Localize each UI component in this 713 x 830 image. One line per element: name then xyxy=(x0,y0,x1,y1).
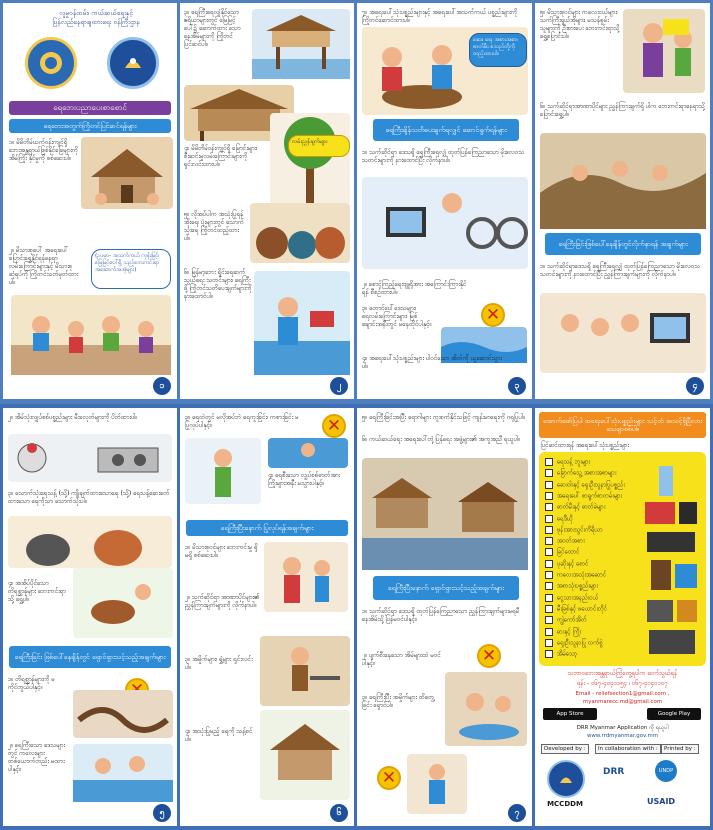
evacuation-crowd-illustration xyxy=(540,133,706,229)
checklist-item[interactable] xyxy=(545,560,643,569)
checklist-item[interactable] xyxy=(545,639,643,648)
prohibited-icon: ✕ xyxy=(322,414,346,438)
contact-line2: ဖုန်း - ၀၆၇-၄၀၄၀၁၅၄ ၊ ၀၆၇-၄၀၄၀၁၀၇ xyxy=(577,680,668,687)
checkbox[interactable] xyxy=(545,560,553,568)
google-play-badge[interactable]: Google Play xyxy=(647,708,701,720)
heading-avoid-during: ရေကြီးခြင်း ဖြစ်ပေါ်နေချိန်တွင် ရှောင်ရှားသင့်သည့်အချက်များ xyxy=(9,646,171,668)
page-number: ၂ xyxy=(330,377,348,395)
heading-checklist: အောက်ဖော်ပြပါ အရေးပေါ်သုံးပစ္စည်းများ သင့်ထံ အသင့်ရှိပြီလား သေချာစစ်ပါ။ xyxy=(539,412,706,438)
cleaning-debris-illustration xyxy=(260,636,350,706)
panel-5 xyxy=(3,408,177,826)
checkbox[interactable] xyxy=(545,571,553,579)
checklist-item[interactable] xyxy=(545,616,643,625)
item-3: ၃။ ရေကြီးရေလျှံနိုင်သော ဧရိယာများတွင် မြေမြင့်ပေါ်၌ ဆောက်ထား သောနေအိမ်များကို ကြိုတင်ပြင်ဆင်ပါ။ xyxy=(184,9,241,48)
radio-listening-illustration xyxy=(254,271,350,375)
item-7: ၇။ အရေးပေါ်သုံးပစ္စည်းများနှင့် အရေးပေါ်အသက်ကယ် ပစ္စည်းများကို ကြိုတင်ဆောင်ထားပါ။ xyxy=(362,9,518,24)
item-4: ၄။ ရေစီးသော လျှပ်စစ်ဓာတ်အား ကြိုးများအနီး မသွားပါနှင့်။ xyxy=(268,472,341,487)
checklist-item[interactable] xyxy=(545,605,643,614)
item-1: ၁။ သက်ဆိုင်ရာဒေသရှိ ရေကြီးရေလျှံ ထုတ်ပြန်ကြေညာသော မိုးလေဝသ သတင်းများကို နားထောင်ပြီး ညွှန်ကြားချက်များကို လိုက်နာပါ။ xyxy=(540,263,701,278)
collaboration-label: In collaboration with : xyxy=(595,744,661,754)
page-number: ၄ xyxy=(686,377,704,395)
checkbox[interactable] xyxy=(545,594,553,602)
panel-3 xyxy=(357,3,532,399)
item-4: ၄။ မိမိတိမ်ဝန်းကျင်ရှိ မြောင်းများ၊ စီးဆင်းမှုလမ်းကြောင်းများကို ရှင်းလင်းထားပါ။ xyxy=(184,145,258,168)
checkbox[interactable] xyxy=(545,503,553,511)
item-3: ၃။ တောင်ပေါ်ဒေသများ၊ ရေလမ်းကြောင်းများ၊ မြစ်ချောင်းအနီးတွင် မနေထိုင်ပါနှင့်။ xyxy=(362,305,432,328)
item-3: ၃။ ရေထဲတွင် မလိုအပ်ဘဲ ရေကူးခြင်း၊ ကစားခြင်း မပြုလုပ်ပါနှင့်။ xyxy=(185,414,299,429)
guidance-bubble: လမ်းညွှန်ချက်များ xyxy=(288,135,350,157)
checklist-item[interactable] xyxy=(545,650,643,659)
tv-radio-illustration xyxy=(362,177,528,269)
snake-animal-illustration xyxy=(73,690,173,738)
item-2: ၂။ စောင့်ကြည့်ရေးဗျူရိုအား အကြောင်းကြားနိုင်ရန် စီစဉ်ထားပါ။ xyxy=(362,281,467,296)
undp-logo: UNDP xyxy=(655,760,677,782)
page-number: ၆ xyxy=(330,804,348,822)
app-note: DRR Myanmar Application ကို ရယူပါ xyxy=(576,725,669,731)
ministry-title-line2: ပြန်လည်နေရာချထားရေး ဝန်ကြီးဌာန xyxy=(52,18,140,26)
mccddm-label: MCCDDM xyxy=(547,800,583,808)
checkbox[interactable] xyxy=(545,469,553,477)
checklist-item[interactable] xyxy=(545,481,643,490)
purifying-water-illustration xyxy=(260,710,350,800)
checklist-item-label: ဆေးဝါးနှင့် ရှေးဦးသူနာပြုပစ္စည်း xyxy=(557,481,625,489)
checklist-item-label: ခြင်ထောင် xyxy=(557,548,580,556)
app-link[interactable]: www.rrdmyanmar.gov.mm xyxy=(587,733,658,739)
checklist-item[interactable] xyxy=(545,469,643,478)
checkbox[interactable] xyxy=(545,582,553,590)
checklist-item[interactable] xyxy=(545,458,643,467)
ministry-title-line1: လူမှုဝန်ထမ်း၊ ကယ်ဆယ်ရေးနှင့် xyxy=(59,9,133,17)
prohibited-icon: ✕ xyxy=(481,303,505,327)
item-6: ၆။ သက်ဆိုင်ရာအာဏာပိုင်များ ညွှန်ကြားချက်ရှိ ပါက ဘေးကင်းရာနေရာသို့ ပြောင်းရွှေ့ပါ။ xyxy=(540,103,705,118)
item-6: ၆။ ကယ်ဆယ်ရေး အရေးပေါ်တုံ့ပြန်ရေး အဖွဲ့များ၏ အကူအညီ ရယူပါ။ xyxy=(362,436,521,443)
checklist-item-label: ကလေးအသုံးအဆောင် xyxy=(557,571,607,579)
flood-rescue-scene-illustration xyxy=(362,458,528,570)
item-3b: ၃။ အမှိုက်များ၊ ရွှံ့များ ရှင်းလင်းပါ။ xyxy=(185,656,253,671)
prohibited-icon: ✕ xyxy=(377,766,401,790)
checklist-item-label: ရေဒီယို xyxy=(557,515,573,522)
checkbox[interactable] xyxy=(545,616,553,624)
page-number: ၁ xyxy=(153,377,171,395)
animals-illustration xyxy=(73,568,173,638)
person-debris-illustration xyxy=(407,754,467,814)
item-1b: ၁။ တိရစ္ဆာန်များကို မကိုင်တွယ်ပါနှင့်။ xyxy=(8,676,55,691)
developed-by-label: Developed by : xyxy=(541,744,589,754)
supplies-bubble: ဆေး၊ ရေ၊ အစားအစာ၊ ဓာတ်မီး စသည်တို့ကို ထည့်ထားပါ။ xyxy=(469,33,527,67)
checklist-item-label: ငွေသားအနည်းငယ် xyxy=(557,594,599,602)
ministry-logo xyxy=(25,37,77,89)
stilt-house-illustration xyxy=(252,9,350,79)
panel-8 xyxy=(535,408,710,826)
supplies-illustration xyxy=(639,460,703,660)
damaged-house-avoid-illustration xyxy=(445,672,527,746)
item-6: ၆။ မြန်မာ့ဘေး ရှိုင်းရေဆက်သွယ်ရေး သတင်းများ၊ ရေကြီးဖို့ ကြိုတင်သတိပေးချက်များကို နားထောင်ပါ။ xyxy=(184,269,252,300)
item-4: ၄။ အရေးပေါ်သုံးပစ္စည်းများ ပါဝင်သော အိတ်ကို ယူဆောင်သွားပါ။ xyxy=(362,355,502,370)
example-bubble: (ဥပမာ- အသက်ကယ် ကုန်းမြင့်၊ မြေမြင့်ပေါ်ရှိ သည့်ဘေးကင်းရာ အဆောက်အအုံများ) xyxy=(91,249,171,289)
checklist-item-label: ရေသန့် ဘူးများ xyxy=(557,458,591,466)
panel-2 xyxy=(180,3,354,399)
item-1: ၁။ သက်ဆိုင်ရာ ဒေသရှိ ထုတ်ပြန်ကြေညာသော ညွှန်ကြားချက်များမရမီ နေအိမ်သို့ ပြန်မဝင်ပါနှင့်။ xyxy=(362,608,520,623)
page-number: ၇ xyxy=(508,804,526,822)
checklist-item[interactable] xyxy=(545,628,643,637)
heading-prepare: ရေဘေးအတွက်ကြိုတင်ပြင်ဆင်ရန်များ xyxy=(9,119,171,133)
checkbox[interactable] xyxy=(545,515,553,523)
checklist-item-label: ဓာတ်မီးနှင့် ဓာတ်ခဲများ xyxy=(557,503,606,511)
item-2: ၂။ မိသားစုပေါ် အရေးပေါ် ပြောင်းရွှေ့နိုင်ရန်နေရာ လမ်းကြောင်းများနှင့် မိသားစုဆုံရပ်ကို ကြိုတင်သတ်မှတ်ထားပါ။ xyxy=(9,247,79,286)
contact-line1: သဘာဝဘေးအန္တရာယ်ကြုံတွေ့ရပါက ဆက်သွယ်ရန် xyxy=(567,670,678,677)
heading-warning: ရေကြီးချိန်သတိပေးချက်ရလျှင် ဆောင်ရွက်ရန်များ xyxy=(373,119,519,141)
contact-email: Email - reliefsection1@gmail.com , myanmarecc.md@gmail.com xyxy=(575,691,670,705)
item-1: ၁။ မိသားစုဝင်များ ဘေးကင်းမှု ရှိမရှိ စစ်ဆေးပါ။ xyxy=(185,544,258,559)
electric-switch-illustration xyxy=(8,434,172,482)
checklist-item[interactable] xyxy=(545,526,643,535)
checklist-item-label: အိမ်သော့ xyxy=(557,650,578,658)
person-swimming-illustration xyxy=(185,438,261,504)
printed-by-label: Printed by : xyxy=(661,744,699,754)
checklist-item-label: ဖုန်းအားသွင်းကိရိယာ xyxy=(557,526,603,534)
checklist-item-label: အဝတ်အစား xyxy=(557,537,585,545)
item-4: ၄။ အအိပ်ပိုင်သော တိရစ္ဆာန်များ ဘေးကင်းရာသို့ ရွှေ့ပါ။ xyxy=(8,580,66,603)
page-number: ၅ xyxy=(153,804,171,822)
app-store-badge[interactable]: App Store xyxy=(543,708,597,720)
item-1: ၁။ သက်ဆိုင်ရာ ဒေသရှိ ရေကြီးရေလျှံ ထုတ်ပြန်ကြေညာသော မိုးလေဝသ သတင်းများကို နားထောင်ပြီး လိုက်နာပါ။ xyxy=(362,149,525,164)
item-1: ၁။ မိမိတိမ်ယက်ဝန်းကျင်ရှိ ဘေးအန္တရာယ်ဖြစ်နိုင်ခြေများကိုအိမ်ကြိုး နိုင်မှုကို စစ်ဆေးပါ။ xyxy=(9,139,78,162)
checkbox[interactable] xyxy=(545,628,553,636)
drr-logo: DRR xyxy=(603,767,625,777)
checklist-item[interactable] xyxy=(545,503,643,512)
checklist-item-label: ခြောက်သွေ့ အစားအစာများ xyxy=(557,469,617,477)
panel-7 xyxy=(357,408,532,826)
item-5: ၅။ မိသားစုဝင်များ ကလေးငယ်များ၊ သက်ကြီးရွယ်အိုများ၊ မသန်စွမ်းသူများကို ဦးစားပေး ဘေးကင်းရာသို့ ရွှေ့ပြောင်းပါ။ xyxy=(540,9,620,40)
item-3: ၃။ သောက်သုံးရေသန့် (သို့) ကျိုချက်ထားသောရေ (သို့) ရေသန့်ဆေးခတ်ထားသော ရေကိုသာ သောက်သုံးပါ။ xyxy=(8,490,170,505)
checklist-item[interactable] xyxy=(545,492,643,501)
tree-illustration xyxy=(270,113,350,205)
swimming-water-illustration xyxy=(268,438,348,468)
checkbox[interactable] xyxy=(545,639,553,647)
checkbox[interactable] xyxy=(545,537,553,545)
water-pots-illustration xyxy=(250,203,350,263)
checklist-item-label: အစာသုံးပစ္စည်းများ xyxy=(557,582,599,590)
checklist-item-label: ဓားနှင့် ကြိုး xyxy=(557,628,582,635)
item-5: ၅။ ရေကြီးခြင်းအပြီး ရောဂါများ ကူးစက်နိုင်သဖြင့် ကျန်းမာရေးကို ဂရုပြုပါ။ xyxy=(362,414,526,421)
heading-during-flood: ရေကြီးခြင်းဖြစ်ပေါ်နေချိန်တွင်လိုက်နာရန် အချက်များ xyxy=(545,233,701,255)
dmh-logo xyxy=(107,37,159,89)
item-5: ၅။ လိုအပ်ပါက အသုံးပြုရန် အိုးရေ၊ ပုံးများတွင် သောက်သုံးရေ ကြိုတင်ထည့်ထားပါ။ xyxy=(184,211,244,242)
checklist-item[interactable] xyxy=(545,537,643,546)
checklist-intro: ပြင်ဆင်ထားရန် အရေးပေါ်သုံးပစ္စည်းများ xyxy=(541,442,630,449)
usaid-logo: USAID xyxy=(647,797,676,806)
family-meeting-illustration xyxy=(11,295,171,375)
item-4b: ၄။ အသုံးပြုမည့် ရေကို သန့်စင်ပါ။ xyxy=(185,728,253,743)
checklist-item-label: ပုဆိုးနှင့် စောင် xyxy=(557,560,589,568)
heading-after-flood: ရေကြီးပြီးနောက် ပြုလုပ်ရန်အချက်များ xyxy=(186,520,348,536)
heading-main: ရေဘေးပညာပေးစာစောင် xyxy=(9,101,171,115)
checklist-item-label: ရှေးဦးသူနာပြု လက်စွဲ xyxy=(557,639,603,647)
checkbox[interactable] xyxy=(545,492,553,500)
checklist-item-label: အရေးပေါ် စာရွက်စာတမ်းများ xyxy=(557,492,623,500)
tv-family-illustration xyxy=(540,293,706,373)
item-2: ၂။ သက်ဆိုင်ရာ အာဏာပိုင်များ၏ ညွှန်ကြားချက်များကို လိုက်နာပါ။ xyxy=(185,594,260,609)
checkbox[interactable] xyxy=(545,650,553,658)
checkbox[interactable] xyxy=(545,481,553,489)
evacuating-family-illustration xyxy=(623,9,705,93)
item-2: ၂။ ပျက်စီးနေသော အိမ်များထဲ မဝင်ပါနှင့်။ xyxy=(362,652,441,667)
checkbox[interactable] xyxy=(545,526,553,534)
checkbox[interactable] xyxy=(545,548,553,556)
checklist-item-label: မီးခြစ်နှင့် ဖယောင်းတိုင် xyxy=(557,605,608,613)
item-2b: ၂။ ရေကြီးသော ဒေသများတွင် ကလေးများ တစ်ယောက်တည်း မထားပါနှင့်။ xyxy=(8,742,66,773)
checklist-item-label: ကျွဲကော်အိတ် xyxy=(557,616,587,624)
heading-avoid-after: ရေကြီးပြီးနောက် ရှောင်ရှားသင့်သည့်အချက်များ xyxy=(373,576,519,600)
children-water-illustration xyxy=(73,744,173,802)
checklist-item[interactable] xyxy=(545,548,643,557)
checklist-item[interactable] xyxy=(545,515,643,524)
kettle-pot-illustration xyxy=(8,516,172,568)
item-3: ၃။ ရေကြီးပြီး အမှိုက်များ ထိတွေ့ခြင်း ရှောင်ပါ။ xyxy=(362,694,435,709)
mccddm-logo xyxy=(547,760,585,798)
checkbox[interactable] xyxy=(545,605,553,613)
prohibited-icon: ✕ xyxy=(477,644,501,668)
page-number: ၃ xyxy=(508,377,526,395)
item-2: ၂။ အိမ်သုံးလျှပ်စစ်ပစ္စည်းများ မီးခလုတ်များကို ပိတ်ထားပါ။ xyxy=(8,414,138,421)
checklist-item[interactable] xyxy=(545,594,643,603)
family-check-illustration xyxy=(264,542,348,612)
panel-1 xyxy=(3,3,177,399)
checklist-item[interactable] xyxy=(545,582,643,591)
damaged-house-illustration xyxy=(81,137,173,209)
checkbox[interactable] xyxy=(545,458,553,466)
panel-6 xyxy=(180,408,354,826)
checklist-item[interactable] xyxy=(545,571,643,580)
panel-4 xyxy=(535,3,710,399)
